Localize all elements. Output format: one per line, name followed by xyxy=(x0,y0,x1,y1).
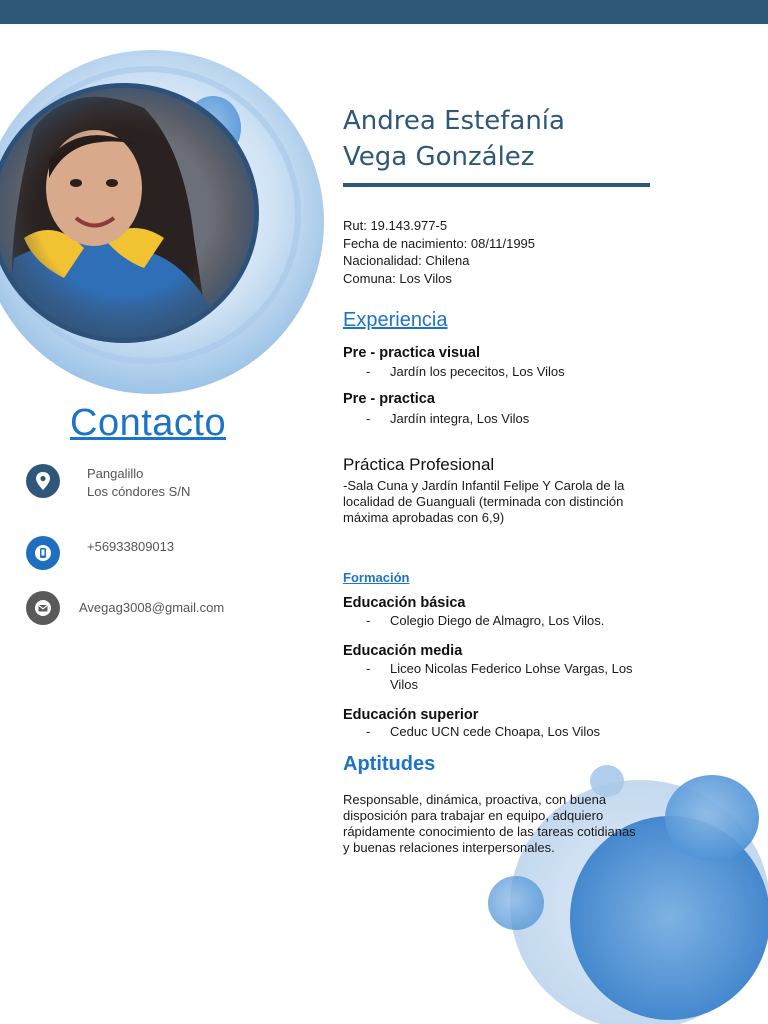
experiencia-item-3-detail: -Sala Cuna y Jardín Infantil Felipe Y Carola de la localidad de Guanguali (terminada con distinción máxima aprobadas con 6,9) xyxy=(343,478,625,525)
bullet-text: Jardín integra, Los Vilos xyxy=(390,411,530,426)
phone-icon xyxy=(26,536,60,570)
name-line-2: Vega González xyxy=(343,142,535,172)
location-pin-icon xyxy=(26,464,60,498)
info-comuna: Comuna: Los Vilos xyxy=(343,270,452,286)
contact-phone: +56933809013 xyxy=(87,539,175,554)
aptitudes-text: Responsable, dinámica, proactiva, con buena disposición para trabajar en equipo, adquiero rápidamente conocimiento de las tareas cotidianas y buenas relaciones interpersonales. xyxy=(343,792,636,855)
formacion-heading: Formación xyxy=(343,570,410,585)
contacto-heading: Contacto xyxy=(70,402,227,444)
name-underline xyxy=(343,183,650,187)
experiencia-item-2-title: Pre - practica xyxy=(343,391,435,407)
address-line-1: Pangalillo xyxy=(87,466,144,481)
deco-circle-blue-top xyxy=(665,775,759,861)
info-nationality: Nacionalidad: Chilena xyxy=(343,253,470,268)
profile-photo xyxy=(0,88,254,338)
info-rut: Rut: 19.143.977-5 xyxy=(343,218,448,233)
experiencia-heading: Experiencia xyxy=(343,309,448,331)
formacion-item-2-title: Educación media xyxy=(343,643,463,659)
deco-circle-small-left xyxy=(488,876,544,930)
formacion-item-1-title: Educación básica xyxy=(343,595,466,611)
aptitudes-heading: Aptitudes xyxy=(343,753,436,775)
bullet-dash: - xyxy=(366,613,371,628)
contact-email[interactable]: Avegag3008@gmail.com xyxy=(79,600,225,615)
bullet-text: Colegio Diego de Almagro, Los Vilos. xyxy=(390,613,605,628)
experiencia-item-3-title: Práctica Profesional xyxy=(343,455,495,474)
contact-address xyxy=(87,465,190,501)
name-line-1: Andrea Estefanía xyxy=(343,106,565,136)
bullet-text: Liceo Nicolas Federico Lohse Vargas, Los Vilos xyxy=(390,661,633,692)
address-line-2: Los cóndores S/N xyxy=(87,484,191,499)
bullet-dash: - xyxy=(366,724,371,739)
bullet-text: Jardín los pececitos, Los Vilos xyxy=(390,364,565,379)
personal-info xyxy=(343,217,535,287)
bullet-dash: - xyxy=(366,411,371,426)
experiencia-item-1-title: Pre - practica visual xyxy=(343,345,481,361)
bullet-text: Ceduc UCN cede Choapa, Los Vilos xyxy=(390,724,601,739)
bullet-dash: - xyxy=(366,661,371,676)
email-icon xyxy=(26,591,60,625)
full-name xyxy=(343,103,673,175)
formacion-item-3-title: Educación superior xyxy=(343,707,479,723)
bullet-dash: - xyxy=(366,364,371,379)
info-birthdate: Fecha de nacimiento: 08/11/1995 xyxy=(343,235,536,251)
